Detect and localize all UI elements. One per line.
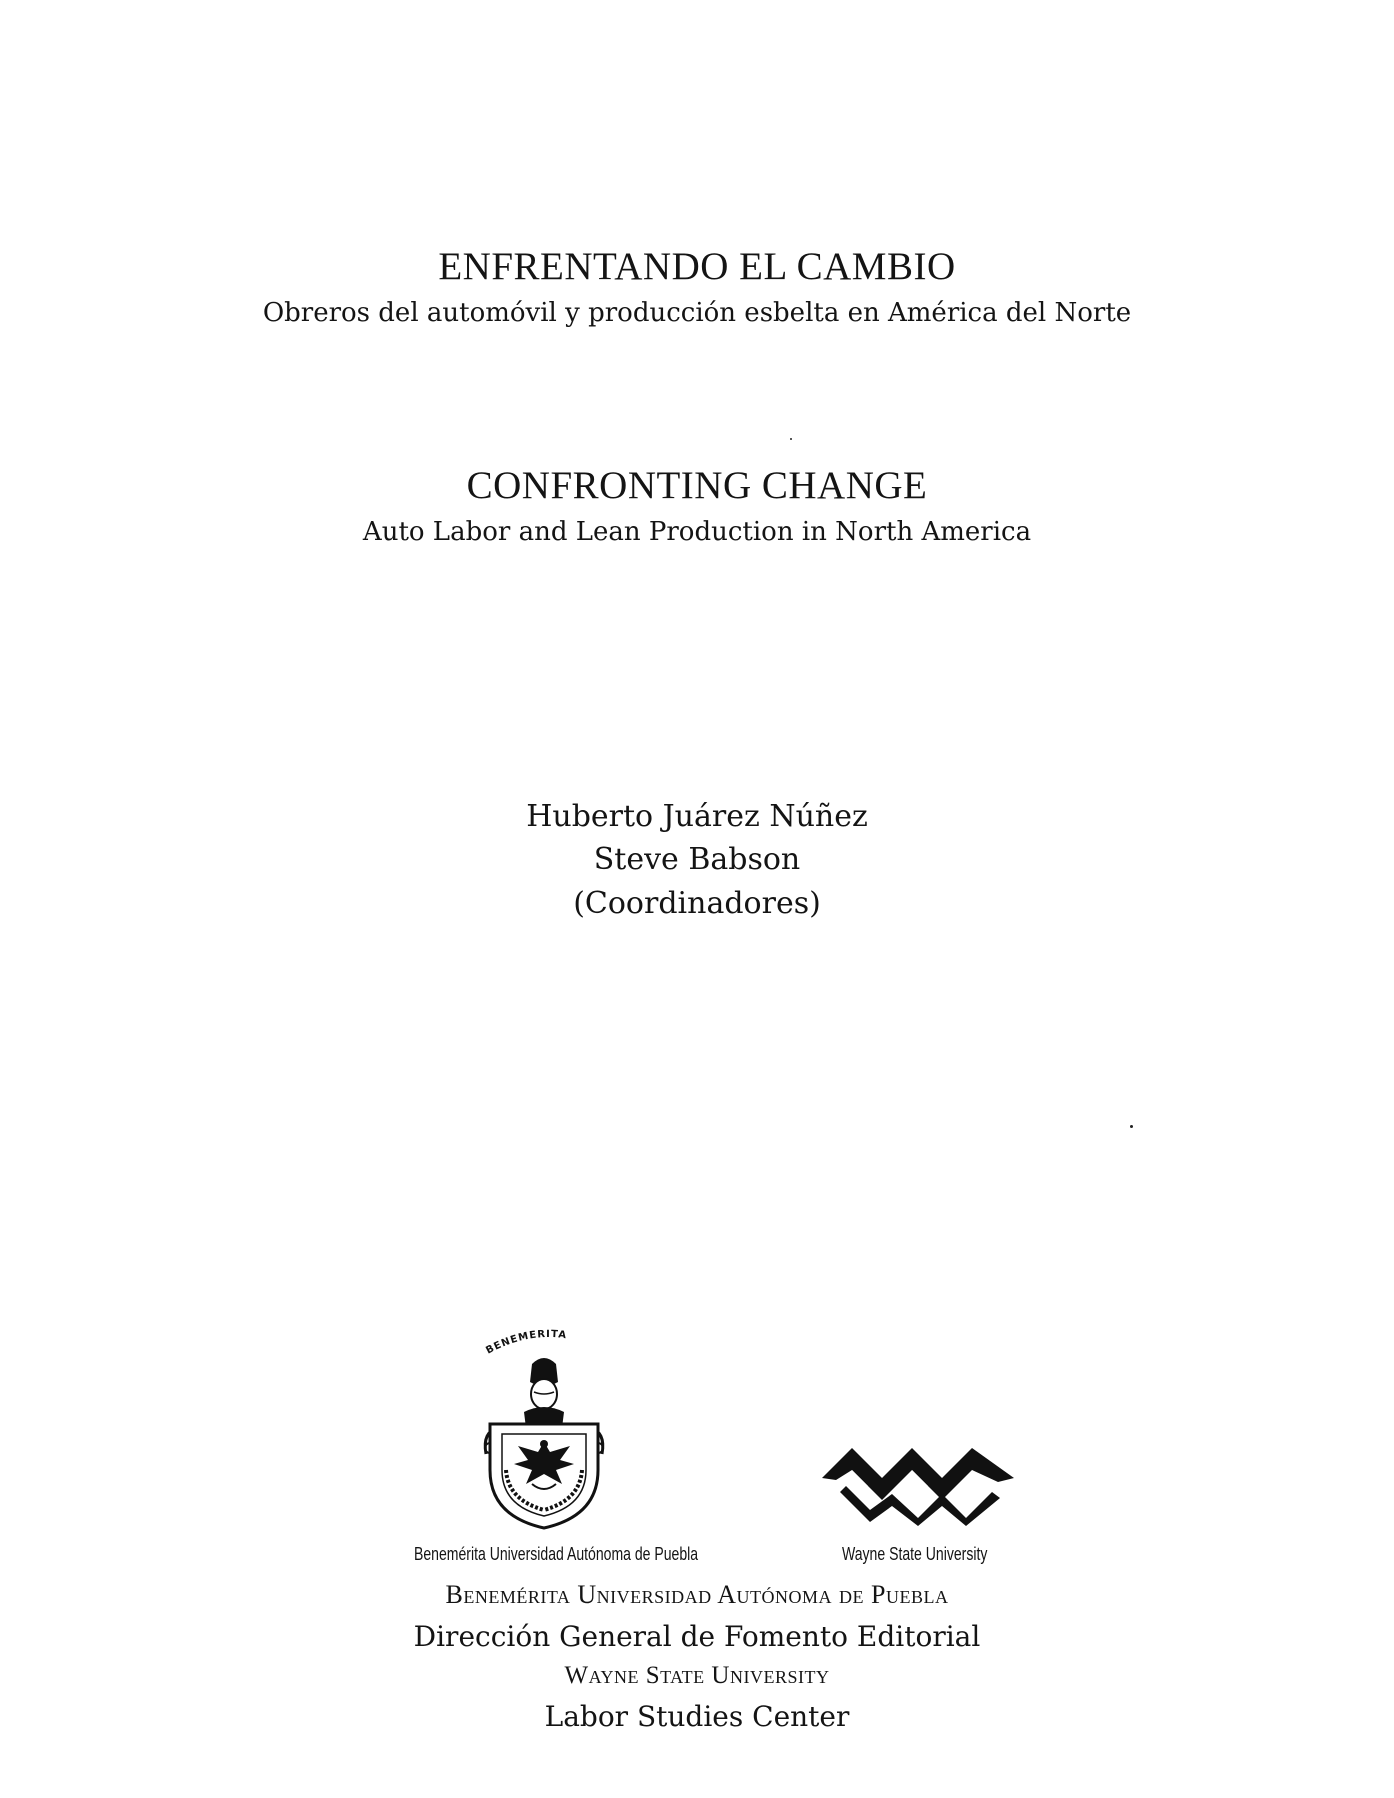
buap-logo-caption: Benemérita Universidad Autónoma de Puebla — [414, 1544, 699, 1564]
wayne-state-logo-icon — [822, 1448, 1014, 1526]
spanish-subtitle: Obreros del automóvil y producción esbelta en América del Norte — [262, 298, 1132, 328]
scan-speck — [790, 438, 792, 440]
author-1: Huberto Juárez Núñez — [526, 799, 868, 834]
spanish-title: ENFRENTANDO EL CAMBIO — [438, 245, 956, 288]
svg-text:BENEMERITA — [484, 1329, 567, 1357]
university-seal-icon — [476, 1320, 612, 1532]
publisher-3: Wayne State University — [564, 1662, 830, 1689]
wsu-logo-caption: Wayne State University — [842, 1544, 988, 1564]
publisher-1: Benemérita Universidad Autónoma de Puebla — [445, 1580, 949, 1609]
seal-motto: BENEMERITA — [484, 1328, 568, 1357]
publisher-4: Labor Studies Center — [544, 1700, 850, 1733]
author-2: Steve Babson — [593, 842, 801, 877]
publisher-2: Dirección General de Fomento Editorial — [413, 1620, 981, 1653]
english-subtitle: Auto Labor and Lean Production in North America — [362, 517, 1032, 547]
coordinators-label: (Coordinadores) — [573, 886, 821, 921]
english-title: CONFRONTING CHANGE — [466, 464, 928, 507]
scan-speck — [1130, 1125, 1133, 1128]
